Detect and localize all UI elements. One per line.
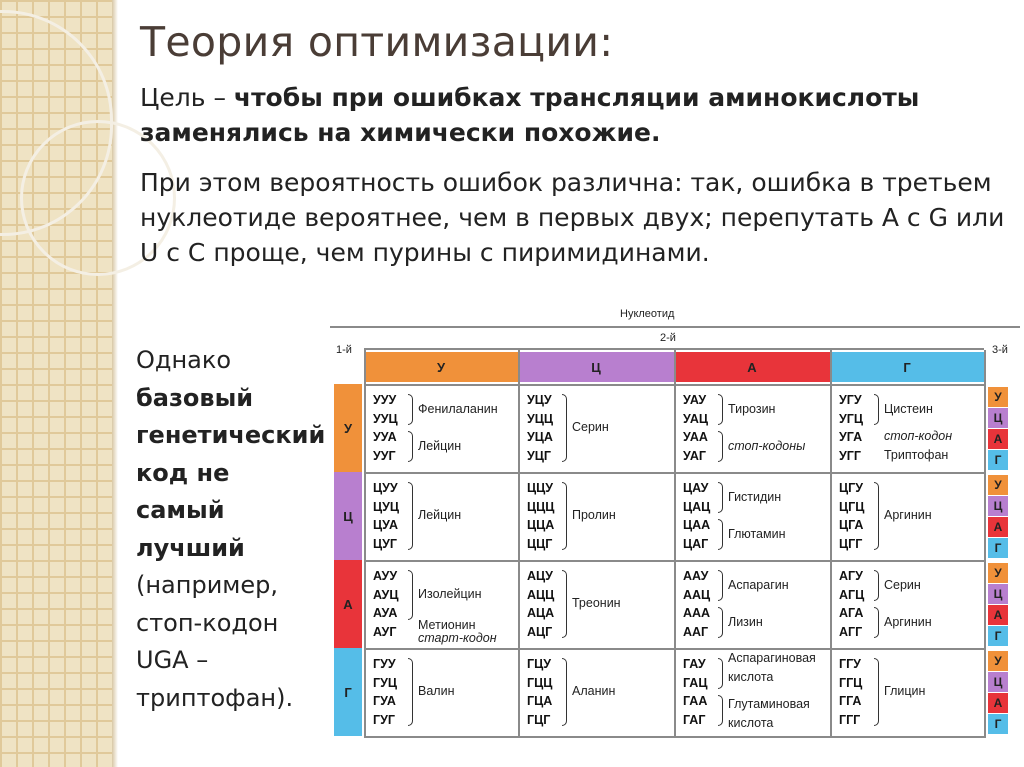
bracket — [718, 482, 723, 513]
codon: ААЦ — [683, 587, 711, 602]
codon: АУГ — [373, 624, 397, 639]
column-header-3: А — [674, 352, 830, 382]
bracket — [718, 394, 723, 425]
table-top-rule — [330, 326, 1020, 328]
codon: ГЦГ — [527, 712, 551, 727]
bracket — [874, 394, 879, 425]
amino-acid-label: Аргинин — [884, 614, 932, 629]
third-nucleotide-cell: Ц — [988, 408, 1008, 428]
amino-acid-label: Цистеин — [884, 401, 933, 416]
codon: ГАУ — [683, 657, 706, 671]
codon: УАЦ — [683, 411, 708, 426]
bracket — [718, 570, 723, 601]
bracket — [874, 482, 879, 550]
codon: АГУ — [839, 569, 863, 583]
column-header-1: У — [364, 352, 518, 382]
amino-acid-label: Фенилаланин — [418, 401, 498, 416]
third-nucleotide-cell: Ц — [988, 584, 1008, 604]
codon: ААУ — [683, 569, 709, 583]
codon: ГГГ — [839, 712, 861, 727]
third-nucleotide-cell: А — [988, 605, 1008, 625]
amino-acid-label: Валин — [418, 684, 455, 698]
codon: ЦУА — [373, 518, 398, 532]
codon: АЦГ — [527, 624, 553, 639]
codon-table — [330, 304, 1024, 742]
third-nucleotide-cell: А — [988, 693, 1008, 713]
bracket — [874, 658, 879, 726]
codon: УУЦ — [373, 411, 398, 426]
amino-acid-label: Лизин — [728, 614, 763, 629]
bracket — [408, 570, 413, 620]
codon: АГЦ — [839, 587, 865, 602]
codon: ГАА — [683, 694, 708, 708]
amino-acid-label: Гистидин — [728, 489, 782, 504]
goal-text: чтобы при ошибках трансляции аминокислоты заменялись на химически похожие. — [140, 83, 920, 147]
codon: ЦГА — [839, 518, 864, 532]
codon: УГУ — [839, 393, 862, 407]
amino-acid-label: Аспарагин — [728, 577, 789, 592]
row-header-1: У — [334, 384, 362, 472]
bracket — [562, 658, 567, 726]
amino-acid-label: Изолейцин — [418, 586, 482, 601]
codon: АЦУ — [527, 569, 553, 583]
codon: УУУ — [373, 393, 397, 407]
grid-vline — [830, 350, 832, 738]
amino-acid-label: стоп-кодон — [884, 429, 953, 444]
amino-acid-label: Аланин — [572, 684, 616, 698]
codon: ЦЦА — [527, 518, 555, 532]
amino-acid-label: Аспарагиновая — [728, 651, 816, 666]
codon: АУУ — [373, 569, 398, 583]
codon: УЦУ — [527, 393, 552, 407]
codon: ЦАУ — [683, 481, 709, 495]
slide-title: Теория оптимизации: — [140, 18, 614, 66]
codon: АУА — [373, 606, 398, 620]
amino-acid-label: Глицин — [884, 684, 926, 698]
bracket — [718, 607, 723, 638]
grid-hline — [364, 472, 984, 474]
grid-vline — [674, 350, 676, 738]
bracket — [718, 431, 723, 462]
bracket — [562, 394, 567, 462]
third-nucleotide-cell: У — [988, 475, 1008, 495]
side-bold: базовый генетический код не самый лучший — [136, 383, 326, 562]
codon: АГГ — [839, 624, 863, 639]
codon: УЦЦ — [527, 411, 554, 426]
third-nucleotide-cell: У — [988, 387, 1008, 407]
third-nucleotide-cell: Г — [988, 714, 1008, 734]
codon: ГГЦ — [839, 675, 863, 690]
codon: УГЦ — [839, 411, 863, 426]
codon: ЦУГ — [373, 536, 397, 551]
codon: ЦЦУ — [527, 481, 554, 495]
amino-acid-label: Триптофан — [884, 447, 949, 462]
codon: УУА — [373, 430, 397, 444]
third-nucleotide-cell: Ц — [988, 496, 1008, 516]
bracket — [874, 570, 879, 601]
codon: ЦЦГ — [527, 536, 553, 551]
third-nucleotide-cell: Г — [988, 626, 1008, 646]
codon: АГА — [839, 606, 864, 620]
codon: ГЦУ — [527, 657, 551, 671]
bracket — [874, 607, 879, 638]
third-nucleotide-cell: Г — [988, 538, 1008, 558]
codon: АУЦ — [373, 587, 399, 602]
column-header-2: Ц — [518, 352, 674, 382]
goal-prefix: Цель – — [140, 83, 234, 112]
side-rest: (например, стоп-кодон UGA – триптофан). — [136, 571, 294, 712]
bracket — [408, 431, 413, 462]
codon: ГЦА — [527, 694, 553, 708]
amino-acid-label: старт-кодон — [418, 630, 497, 645]
grid-hline — [364, 648, 984, 650]
codon: ГУА — [373, 694, 396, 708]
codon: ЦГЦ — [839, 499, 865, 514]
codon: ГГА — [839, 694, 862, 708]
first-nucleotide-label: 1-й — [336, 344, 352, 356]
row-header-2: Ц — [334, 472, 362, 560]
amino-acid-label: Тирозин — [728, 401, 776, 416]
codon: УАГ — [683, 448, 706, 463]
probability-paragraph: При этом вероятность ошибок различна: так, ошибка в третьем нуклеотиде вероятнее, чем в первых двух; перепутать A с G или U с C проще, чем пурины с пиримидинами. — [140, 168, 1005, 267]
codon: ЦАЦ — [683, 499, 711, 514]
amino-acid-label: Треонин — [572, 596, 621, 610]
grid-hline — [364, 736, 984, 738]
grid-vline — [518, 350, 520, 738]
amino-acid-label: Пролин — [572, 508, 616, 522]
codon: УАА — [683, 430, 708, 444]
bracket — [562, 482, 567, 550]
third-nucleotide-cell: А — [988, 429, 1008, 449]
amino-acid-label: Аргинин — [884, 508, 932, 522]
codon: ГУЦ — [373, 675, 397, 690]
codon: ГУГ — [373, 712, 395, 727]
codon: УАУ — [683, 393, 707, 407]
codon: ЦЦЦ — [527, 499, 555, 514]
codon: УГГ — [839, 448, 861, 463]
side-lead: Однако — [136, 346, 232, 374]
third-nucleotide-cell: Г — [988, 450, 1008, 470]
codon: ЦАА — [683, 518, 711, 532]
third-nucleotide-cell: У — [988, 651, 1008, 671]
codon: ГГУ — [839, 657, 861, 671]
amino-acid-label: Метионин — [418, 617, 476, 632]
column-header-4: Г — [830, 352, 984, 382]
codon: УГА — [839, 430, 863, 444]
grid-vline — [364, 350, 366, 738]
codon: УЦГ — [527, 448, 551, 463]
amino-acid-label: Серин — [884, 577, 921, 592]
codon: ГЦЦ — [527, 675, 553, 690]
amino-acid-label: кислота — [728, 669, 774, 684]
third-nucleotide-label: 3-й — [992, 344, 1008, 356]
amino-acid-label: Серин — [572, 420, 609, 434]
goal-paragraph — [140, 80, 1000, 150]
bracket — [562, 570, 567, 638]
codon: ГУУ — [373, 657, 396, 671]
codon: АЦЦ — [527, 587, 555, 602]
grid-vline — [984, 350, 986, 738]
codon: УЦА — [527, 430, 553, 444]
codon: АЦА — [527, 606, 555, 620]
codon: ЦГГ — [839, 536, 863, 551]
amino-acid-label: Глютамин — [728, 526, 786, 541]
bracket — [408, 658, 413, 726]
codon: УУГ — [373, 448, 396, 463]
row-header-3: А — [334, 560, 362, 648]
side-note — [136, 342, 326, 717]
codon: ААГ — [683, 624, 709, 639]
amino-acid-label: кислота — [728, 715, 774, 730]
bracket — [718, 658, 723, 689]
third-nucleotide-cell: А — [988, 517, 1008, 537]
codon: ГАГ — [683, 712, 706, 727]
second-nucleotide-label: 2-й — [660, 332, 676, 344]
codon: ААА — [683, 606, 711, 620]
amino-acid-label: Лейцин — [418, 508, 462, 522]
amino-acid-label: стоп-кодоны — [728, 438, 806, 453]
amino-acid-label: Глутаминовая — [728, 697, 810, 712]
row-header-4: Г — [334, 648, 362, 736]
codon: ЦАГ — [683, 536, 709, 551]
bracket — [718, 519, 723, 550]
codon: ЦУУ — [373, 481, 398, 495]
bracket — [408, 482, 413, 550]
grid-hline — [364, 560, 984, 562]
codon: ЦГУ — [839, 481, 863, 495]
bracket — [408, 394, 413, 425]
codon: ЦУЦ — [373, 499, 400, 514]
amino-acid-label: Лейцин — [418, 438, 462, 453]
third-nucleotide-cell: У — [988, 563, 1008, 583]
third-nucleotide-cell: Ц — [988, 672, 1008, 692]
grid-hline — [364, 384, 984, 386]
table-header: Нуклеотид — [620, 308, 675, 320]
codon: ГАЦ — [683, 675, 708, 690]
bracket — [718, 695, 723, 726]
